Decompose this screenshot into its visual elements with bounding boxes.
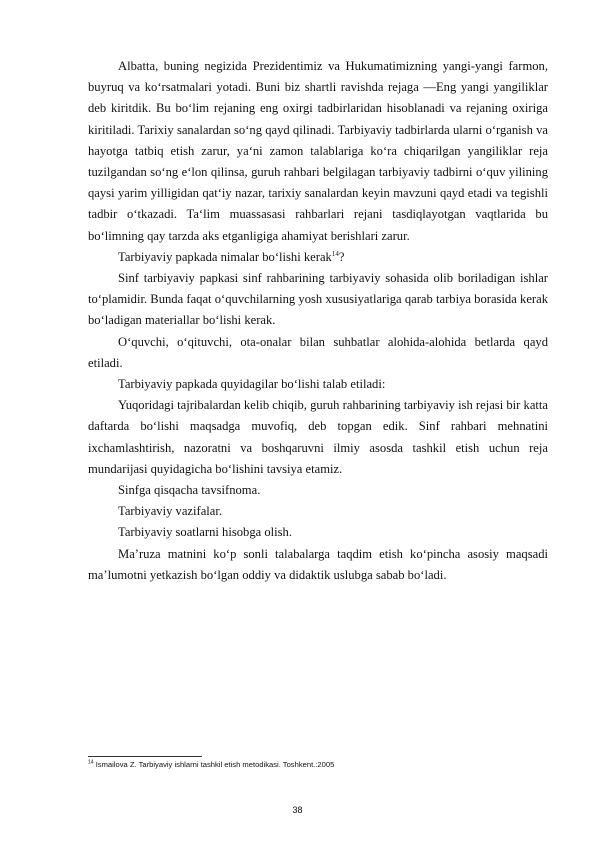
paragraph-question [88,247,548,268]
question-mark: ? [338,249,345,264]
paragraph-eng-yangi-yangiliklar: Albatta, buning negizida Prezidentimiz va Hukumatimizning yangi-yangi farmon, buyruq va ko‘rsatmalari yotadi. Buni biz shartli ravishda rejaga —Eng yangi yangiliklar deb kiritdik. Bu bo‘lim rejaning eng oxirgi tadbirlaridan hisoblanadi va rejaning oxiriga kiritiladi. Tarixiy sanalardan so‘ng qayd qilinadi. Tarbiyaviy tadbirlarda ularni o‘rganish va hayotga tatbiq etish zarur, ya‘ni zamon talablariga ko‘ra chiqarilgan yangiliklar reja tuzilgandan so‘ng e‘lon qilinsa, guruh rahbari belgilagan tarbiyaviy tadbirni o‘quv yilining qaysi yarim yilligidan qat‘iy nazar, tarixiy sanalardan keyin mavzuni qayd etadi va tegishli tadbir o‘tkazadi. Ta‘lim muassasasi rahbarlari rejani tasdiqlayotgan vaqtlarida bu bo‘limning qay tarzda aks etganligiga ahamiyat berishlari zarur. [88,59,548,243]
footnote-separator [88,756,202,757]
question-text: Tarbiyaviy papkada nimalar bo‘lishi kerak [118,249,332,264]
list-item-tavsifnoma: Sinfga qisqacha tavsifnoma. [118,483,261,498]
list-item-soatlar: Tarbiyaviy soatlarni hisobga olish. [118,525,292,540]
list-item-vazifalar: Tarbiyaviy vazifalar. [118,504,223,519]
paragraph-sinf-papkasi: Sinf tarbiyaviy papkasi sinf rahbarining tarbiyaviy sohasida olib boriladigan ishlar to‘plamidir. Bunda faqat o‘quvchilarning yosh xususiyatlariga qarab tarbiya borasida kerak bo‘ladigan materiallar bo‘lishi kerak. [88,271,548,328]
paragraph-suhbatlar: O‘quvchi, o‘qituvchi, ota-onalar bilan suhbatlar alohida-alohida betlarda qayd etiladi. [88,334,548,370]
paragraph-talab-etiladi: Tarbiyaviy papkada quyidagilar bo‘lishi talab etiladi: [118,377,386,392]
footnote-number: 14 [88,759,94,766]
paragraph-reja-mundarijasi: Yuqoridagi tajribalardan kelib chiqib, guruh rahbarining tarbiyaviy ish rejasi bir katta daftarda bo‘lishi maqsadga muvofiq, deb topgan edik. Sinf rahbari mehnatini ixchamlashtirish, nazoratni va boshqaruvni ilmiy asosda tashkil etish uchun reja mundarijasi quyidagicha bo‘lishini tavsiya etamiz. [88,398,548,476]
page-number: 38 [292,805,303,815]
footnote-text: Ismailova Z. Tarbiyaviy ishlarni tashkil etish metodikasi. Toshkent.:2005 [95,760,335,769]
footnote-reference[interactable]: 14 [331,249,339,258]
paragraph-maruza-matni: Ma’ruza matnini ko‘p sonli talabalarga taqdim etish ko‘pincha asosiy maqsadi ma’lumotni yetkazish bo‘lgan oddiy va didaktik uslubga sabab bo‘ladi. [88,546,548,582]
footnote [88,760,548,770]
body-text [88,56,548,586]
